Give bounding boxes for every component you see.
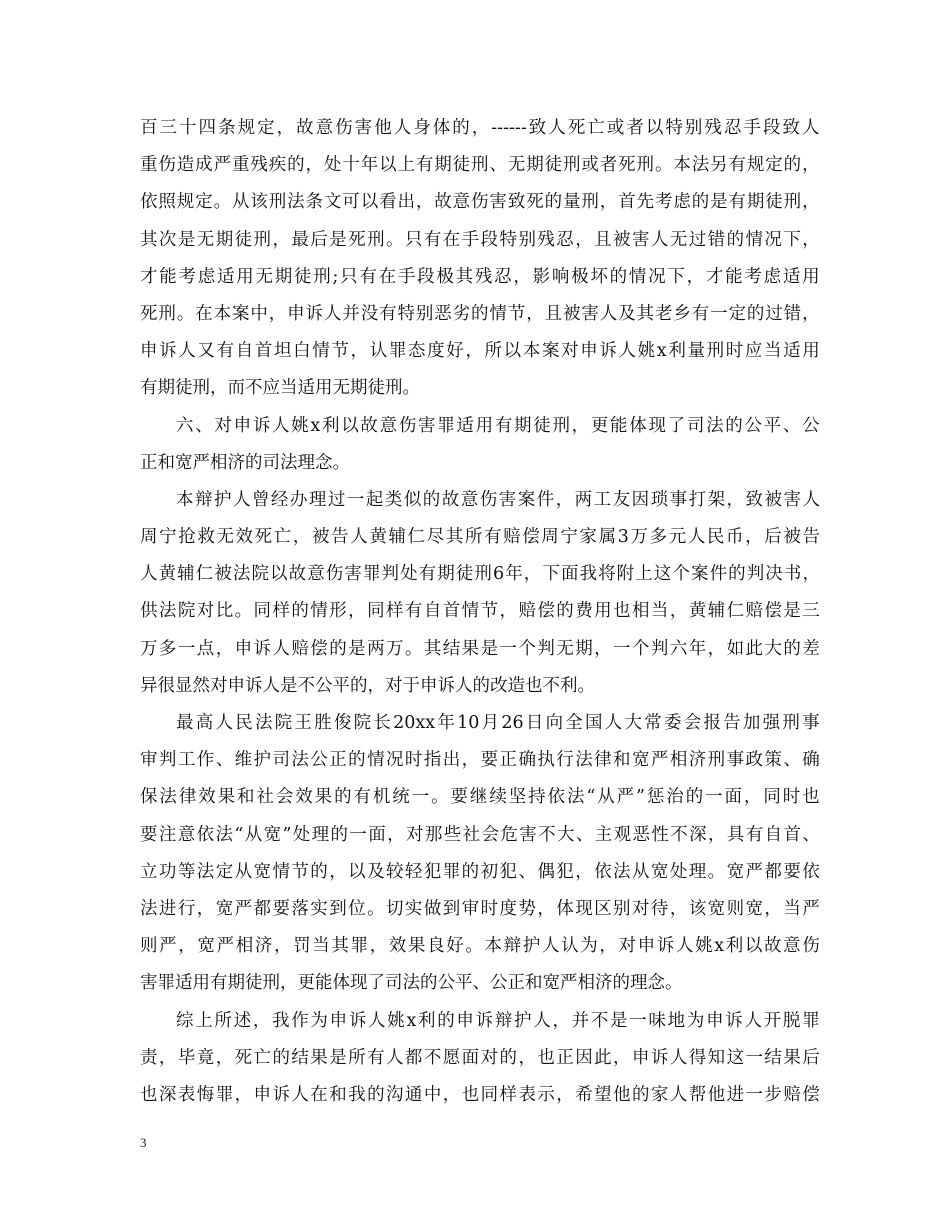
text-line: 综 上 所 述 ， 我 作 为 申 诉 人 姚 x 利 的 申 诉 辩 护 人 ， 并 不 是 一 味 地 为 申 诉 人 开 脱 罪 <box>176 1010 820 1031</box>
text-line: 害罪适用有期徒刑，更能体现了司法的公平、公正和宽严相济的理念。 <box>140 973 683 994</box>
text-line: 六 、 对 申 诉 人 姚 x 利 以 故 意 伤 害 罪 适 用 有 期 徒 刑 ， 更 能 体 现 了 司 法 的 公 平 、 公 <box>176 415 820 436</box>
paragraph <box>140 705 820 1003</box>
text-line: 责 ， 毕 竟 ， 死 亡 的 结 果 是 所 有 人 都 不 愿 面 对 的 ， 也 正 因 此 ， 申 诉 人 得 知 这 一 结 果 后 <box>140 1047 820 1068</box>
paragraph <box>140 1003 820 1115</box>
text-line: 异很显然对申诉人是不公平的，对于申诉人的改造也不利。 <box>140 675 595 696</box>
text-line: 保 法 律 效 果 和 社 会 效 果 的 有 机 统 一 。 要 继 续 坚 持 依 法 “ 从 严 ” 惩 治 的 一 面 ， 同 时 也 <box>140 787 820 808</box>
text-line: 审 判 工 作 、 维 护 司 法 公 正 的 情 况 时 指 出 ， 要 正 确 执 行 法 律 和 宽 严 相 济 刑 事 政 策 、 确 <box>140 750 820 771</box>
text-line: 本 辩 护 人 曾 经 办 理 过 一 起 类 似 的 故 意 伤 害 案 件 ， 两 工 友 因 琐 事 打 架 ， 致 被 害 人 <box>176 489 820 510</box>
paragraph <box>140 408 820 482</box>
text-line: 则 严 ， 宽 严 相 济 ， 罚 当 其 罪 ， 效 果 良 好 。 本 辩 护 人 认 为 ， 对 申 诉 人 姚 x 利 以 故 意 伤 <box>140 936 820 957</box>
text-line: 死 刑 。 在 本 案 中 ， 申 诉 人 并 没 有 特 别 恶 劣 的 情 节 ， 且 被 害 人 及 其 老 乡 有 一 定 的 过 错 ， <box>140 303 820 324</box>
text-line: 最 高 人 民 法 院 王 胜 俊 院 长 20xx 年 10 月 26 日 向 全 国 人 大 常 委 会 报 告 加 强 刑 事 <box>176 713 820 733</box>
text-line: 正和宽严相济的司法理念。 <box>140 452 350 473</box>
document-body <box>140 110 820 1114</box>
page-number: 3 <box>140 1135 147 1150</box>
text-line: 要 注 意 依 法 “ 从 宽 ” 处 理 的 一 面 ， 对 那 些 社 会 危 害 不 大 、 主 观 恶 性 不 深 ， 具 有 自 首 、 <box>140 824 820 845</box>
text-line: 依 照 规 定 。 从 该 刑 法 条 文 可 以 看 出 ， 故 意 伤 害 致 死 的 量 刑 ， 首 先 考 虑 的 是 有 期 徒 刑 ， <box>140 192 820 213</box>
text-line: 供 法 院 对 比 。 同 样 的 情 形 ， 同 样 有 自 首 情 节 ， 赔 偿 的 费 用 也 相 当 ， 黄 辅 仁 赔 偿 是 三 <box>140 601 820 622</box>
text-line: 人 黄 辅 仁 被 法 院 以 故 意 伤 害 罪 判 处 有 期 徒 刑 6 年 ， 下 面 我 将 附 上 这 个 案 件 的 判 决 书 ， <box>140 564 820 585</box>
text-line: 有期徒刑，而不应当适用无期徒刑。 <box>140 378 420 399</box>
text-line: 万 多 一 点 ， 申 诉 人 赔 偿 的 是 两 万 。 其 结 果 是 一 个 判 无 期 ， 一 个 判 六 年 ， 如 此 大 的 差 <box>140 638 820 659</box>
text-line: 申 诉 人 又 有 自 首 坦 白 情 节 ， 认 罪 态 度 好 ， 所 以 本 案 对 申 诉 人 姚 x 利 量 刑 时 应 当 适 用 <box>140 341 820 362</box>
text-line: 重 伤 造 成 严 重 残 疾 的 ， 处 十 年 以 上 有 期 徒 刑 、 无 期 徒 刑 或 者 死 刑 。 本 法 另 有 规 定 的 ， <box>140 155 820 176</box>
paragraph <box>140 110 820 408</box>
paragraph <box>140 482 820 705</box>
text-line: 才 能 考 虑 适 用 无 期 徒 刑 ; 只 有 在 手 段 极 其 残 忍 ， 影 响 极 坏 的 情 况 下 ， 才 能 考 虑 适 用 <box>140 266 820 287</box>
text-line: 百 三 十 四 条 规 定 ， 故 意 伤 害 他 人 身 体 的 ， ------ 致 人 死 亡 或 者 以 特 别 残 忍 手 段 致 人 <box>140 118 820 138</box>
text-line: 立 功 等 法 定 从 宽 情 节 的 ， 以 及 较 轻 犯 罪 的 初 犯 、 偶 犯 ， 依 法 从 宽 处 理 。 宽 严 都 要 依 <box>140 861 820 882</box>
text-line: 也 深 表 悔 罪 ， 申 诉 人 在 和 我 的 沟 通 中 ， 也 同 样 表 示 ， 希 望 他 的 家 人 帮 他 进 一 步 赔 偿 <box>140 1084 820 1105</box>
text-line: 其 次 是 无 期 徒 刑 ， 最 后 是 死 刑 。 只 有 在 手 段 特 别 残 忍 ， 且 被 害 人 无 过 错 的 情 况 下 ， <box>140 229 820 250</box>
text-line: 周 宁 抢 救 无 效 死 亡 ， 被 告 人 黄 辅 仁 尽 其 所 有 赔 偿 周 宁 家 属 3 万 多 元 人 民 币 ， 后 被 告 <box>140 527 820 548</box>
text-line: 法 进 行 ， 宽 严 都 要 落 实 到 位 。 切 实 做 到 审 时 度 势 ， 体 现 区 别 对 待 ， 该 宽 则 宽 ， 当 严 <box>140 898 820 919</box>
